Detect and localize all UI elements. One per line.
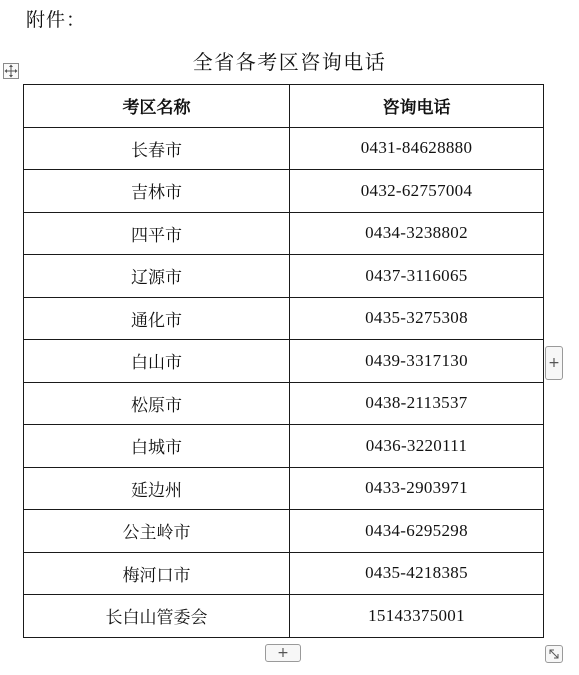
region-name-cell[interactable]: 长春市	[24, 127, 290, 170]
table-resize-handle[interactable]	[545, 645, 563, 663]
region-name-cell[interactable]: 白城市	[24, 425, 290, 468]
table-row	[24, 595, 544, 638]
region-name-cell[interactable]: 白山市	[24, 340, 290, 383]
table-row	[24, 552, 544, 595]
phone-cell[interactable]: 15143375001	[290, 595, 544, 638]
attachment-label: 附件：	[26, 9, 87, 31]
table-body	[24, 127, 544, 637]
contact-table	[23, 84, 544, 638]
region-name-cell[interactable]: 辽源市	[24, 255, 290, 298]
table-row	[24, 170, 544, 213]
table-row	[24, 297, 544, 340]
phone-cell[interactable]: 0432-62757004	[290, 170, 544, 213]
plus-icon: +	[277, 645, 289, 661]
add-column-button[interactable]	[545, 346, 563, 380]
document-title: 全省各考区咨询电话	[192, 50, 387, 74]
table-row	[24, 255, 544, 298]
table-header-row	[24, 85, 544, 128]
phone-cell[interactable]: 0435-4218385	[290, 552, 544, 595]
region-name-cell[interactable]: 四平市	[24, 212, 290, 255]
phone-cell[interactable]: 0434-6295298	[290, 510, 544, 553]
region-name-cell[interactable]: 通化市	[24, 297, 290, 340]
region-name-cell[interactable]: 吉林市	[24, 170, 290, 213]
region-name-cell[interactable]: 公主岭市	[24, 510, 290, 553]
move-arrows-icon	[4, 64, 18, 78]
region-name-cell[interactable]: 延边州	[24, 467, 290, 510]
region-name-cell[interactable]: 梅河口市	[24, 552, 290, 595]
phone-cell[interactable]: 0434-3238802	[290, 212, 544, 255]
phone-cell[interactable]: 0439-3317130	[290, 340, 544, 383]
resize-diagonal-icon	[546, 646, 562, 662]
add-row-button[interactable]	[265, 644, 301, 662]
table-move-handle[interactable]	[3, 63, 19, 79]
phone-cell[interactable]: 0435-3275308	[290, 297, 544, 340]
table-row	[24, 467, 544, 510]
table-row	[24, 212, 544, 255]
plus-icon: +	[548, 355, 560, 371]
table-row	[24, 510, 544, 553]
table-row	[24, 127, 544, 170]
region-name-cell[interactable]: 长白山管委会	[24, 595, 290, 638]
region-name-cell[interactable]: 松原市	[24, 382, 290, 425]
phone-cell[interactable]: 0431-84628880	[290, 127, 544, 170]
table-row	[24, 340, 544, 383]
table-row	[24, 425, 544, 468]
phone-cell[interactable]: 0438-2113537	[290, 382, 544, 425]
header-region-name[interactable]: 考区名称	[24, 85, 290, 128]
phone-cell[interactable]: 0433-2903971	[290, 467, 544, 510]
phone-cell[interactable]: 0437-3116065	[290, 255, 544, 298]
table-row	[24, 382, 544, 425]
phone-cell[interactable]: 0436-3220111	[290, 425, 544, 468]
header-phone[interactable]: 咨询电话	[290, 85, 544, 128]
